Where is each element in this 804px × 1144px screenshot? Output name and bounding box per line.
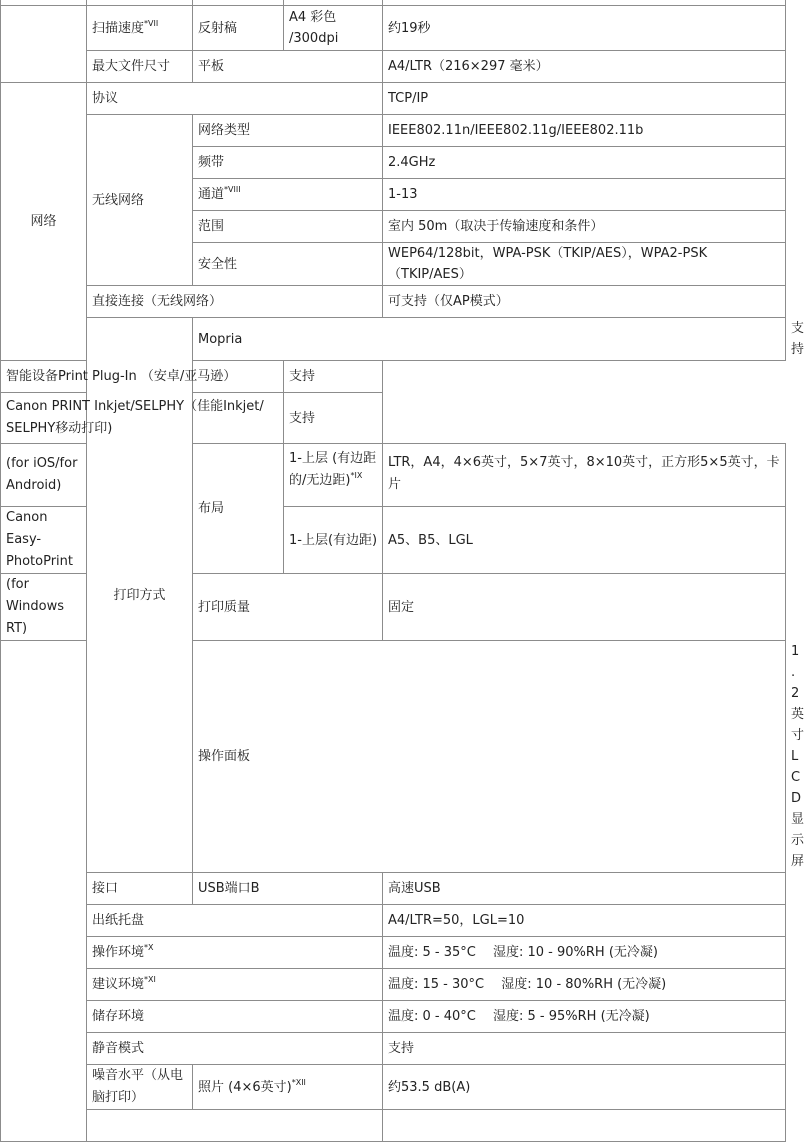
table-row [1,1033,786,1065]
control-panel-label: 操作面板 [193,641,786,873]
canon-print-value: 支持 [284,393,383,444]
storage-environment-label: 储存环境 [87,1001,383,1033]
table-row [1,873,786,905]
layer1-bordered-label: 1-上层(有边距) [284,507,383,574]
print-quality-value: 固定 [383,574,786,641]
interface-label: 接口 [87,873,193,905]
recommended-environment-label: 建议环境$^{*XI}$ [87,969,383,1001]
storage-environment-value: 温度: 0 - 40°C 湿度: 5 - 95%RH (无冷凝) [383,1001,786,1033]
quiet-mode-label: 静音模式 [87,1033,383,1065]
layout-label: 布局 [193,444,284,574]
section-cell-scan [1,6,87,83]
table-row [1,115,786,147]
output-tray-label: 出纸托盘 [87,905,383,937]
table-row [1,83,786,115]
network-type-value: IEEE802.11n/IEEE802.11g/IEEE802.11b [383,115,786,147]
interface-type: USB端口B [193,873,383,905]
print-plugin-value: 支持 [284,361,383,393]
windows-rt-label: (for Windows RT) [1,574,87,641]
canon-print-label: Canon PRINT Inkjet/SELPHY（佳能Inkjet/ SELPHY移动打印) [1,393,284,444]
table-row [1,969,786,1001]
range-label: 范围 [193,211,383,243]
scan-speed-value: 约19秒 [383,6,786,51]
layer1-bordered-value: A5、B5、LGL [383,507,786,574]
max-file-size-mode: 平板 [193,51,383,83]
table-row [1,905,786,937]
range-value: 室内 50m（取决于传输速度和条件） [383,211,786,243]
wireless-label: 无线网络 [87,115,193,286]
operating-environment-value: 温度: 5 - 35°C 湿度: 10 - 90%RH (无冷凝) [383,937,786,969]
scan-speed-label: 扫描速度$^{*VII}$ [87,6,193,51]
max-file-size-label: 最大文件尺寸 [87,51,193,83]
layer1-borderless-value: LTR，A4，4×6英寸，5×7英寸，8×10英寸，正方形5×5英寸，卡片 [383,444,786,507]
protocol-value: TCP/IP [383,83,786,115]
table-row: 打印方式 Mopria 支持 [1,318,786,361]
scan-speed-mode: 反射稿 [193,6,284,51]
operating-environment-label: 操作环境$^{*X}$ [87,937,383,969]
table-row [1,286,786,318]
table-row [1,1110,786,1142]
security-value: WEP64/128bit，WPA-PSK（TKIP/AES），WPA2-PSK（TKIP/AES） [383,243,786,286]
noise-level-value: 约53.5 dB(A) [383,1065,786,1110]
security-label: 安全性 [193,243,383,286]
output-tray-value: A4/LTR=50，LGL=10 [383,905,786,937]
network-type-label: 网络类型 [193,115,383,147]
band-value: 2.4GHz [383,147,786,179]
quiet-mode-value: 支持 [383,1033,786,1065]
section-title-print-methods: 打印方式 [87,318,193,873]
scan-speed-document: A4 彩色 /300dpi [284,6,383,51]
protocol-label: 协议 [87,83,383,115]
print-plugin-label: 智能设备Print Plug-In （安卓/亚马逊） [1,361,284,393]
noise-level-mode: 照片 (4×6英寸)$^{*XII}$ [193,1065,383,1110]
easy-photoprint-label: Canon Easy-PhotoPrint [1,507,87,574]
noise-level-label: 噪音水平（从电脑打印） [87,1065,193,1110]
section-title-network: 网络 [1,83,87,361]
table-row: 操作面板 1.2英寸LCD显示屏 [1,641,786,873]
table-row [1,1065,786,1110]
channel-value: 1-13 [383,179,786,211]
band-label: 频带 [193,147,383,179]
table-row [1,937,786,969]
table-row [1,393,786,444]
table-row [1,51,786,83]
direct-connection-value: 可支持（仅AP模式） [383,286,786,318]
interface-value: 高速USB [383,873,786,905]
table-row [1,6,786,51]
channel-label: 通道$^{*VIII}$ [193,179,383,211]
table-row [1,361,786,393]
ios-android-label: (for iOS/for Android) [1,444,87,507]
mopria-label: Mopria [193,318,786,361]
layer1-borderless-label: 1-上层 (有边距的/无边距)$^{*IX}$ [284,444,383,507]
print-quality-label: 打印质量 [193,574,383,641]
section-cell-general [1,641,87,1142]
table-row [1,1001,786,1033]
direct-connection-label: 直接连接（无线网络） [87,286,383,318]
recommended-environment-value: 温度: 15 - 30°C 湿度: 10 - 80%RH (无冷凝) [383,969,786,1001]
max-file-size-value: A4/LTR（216×297 毫米） [383,51,786,83]
